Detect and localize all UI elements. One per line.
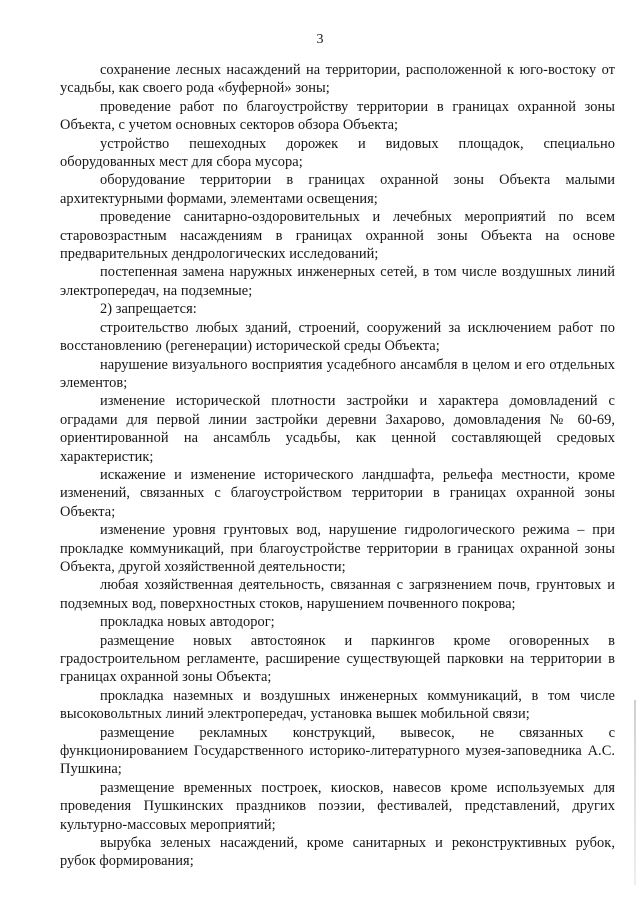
- paragraph: любая хозяйственная деятельность, связанная с загрязнением почв, грунтовых и подземных вод, поверхностных стоков, нарушением почвенного покрова;: [60, 577, 615, 612]
- paragraph: сохранение лесных насаждений на территории, расположенной к юго-востоку от усадьбы, как своего рода «буферной» зоны;: [60, 62, 615, 97]
- page-number: 3: [316, 32, 324, 47]
- scan-edge-mark: [634, 700, 636, 885]
- paragraph: изменение исторической плотности застройки и характера домовладений с оградами для первой линии застройки деревни Захарово, домовладения № 60-69, ориентированной на ансамбль усадьбы, как ценной составляющей средовых характеристик;: [60, 393, 615, 465]
- section-heading: 2) запрещается:: [100, 301, 197, 318]
- paragraph: строительство любых зданий, строений, сооружений за исключением работ по восстановлению (регенерации) исторической среды Объекта;: [60, 319, 615, 355]
- paragraph: проведение работ по благоустройству территории в границах охранной зоны Объекта, с учетом основных секторов обзора Объекта;: [60, 98, 615, 134]
- paragraph: искажение и изменение исторического ландшафта, рельефа местности, кроме изменений, связанных с благоустройством территории в границах охранной зоны Объекта;: [60, 466, 615, 520]
- paragraph: прокладка наземных и воздушных инженерных коммуникаций, в том числе высоковольтных линий электропередач, установка вышек мобильной связи;: [60, 687, 615, 723]
- paragraph: вырубка зеленых насаждений, кроме санитарных и реконструктивных рубок, рубок формирования;: [60, 835, 615, 870]
- paragraph: постепенная замена наружных инженерных сетей, в том числе воздушных линий электропередач, на подземные;: [60, 264, 615, 299]
- paragraph: размещение рекламных конструкций, вывесок, не связанных с функционированием Государственного историко-литературного музея-заповедника А.С. Пушкина;: [60, 724, 615, 778]
- paragraph: размещение новых автостоянок и паркингов кроме оговоренных в градостроительном регламенте, расширение существующей парковки на территории в границах охранной зоны Объекта;: [60, 632, 615, 686]
- paragraph: изменение уровня грунтовых вод, нарушение гидрологического режима – при прокладке коммуникаций, при благоустройстве территории в границах охранной зоны Объекта, другой хозяйственной деятельности;: [60, 522, 615, 575]
- paragraph: прокладка новых автодорог;: [100, 614, 275, 631]
- paragraph: устройство пешеходных дорожек и видовых площадок, специально оборудованных мест для сбора мусора;: [60, 135, 615, 171]
- paragraph: нарушение визуального восприятия усадебного ансамбля в целом и его отдельных элементов;: [60, 356, 615, 391]
- paragraph: проведение санитарно-оздоровительных и лечебных мероприятий по всем старовозрастным насаждениям в границах охранной зоны Объекта на основе предварительных дендрологических исследований;: [60, 209, 615, 263]
- paragraph: оборудование территории в границах охранной зоны Объекта малыми архитектурными формами, элементами освещения;: [60, 172, 615, 207]
- paragraph: размещение временных построек, киосков, навесов кроме используемых для проведения Пушкинских праздников поэзии, фестивалей, представлений, других культурно-массовых мероприятий;: [60, 779, 615, 833]
- document-body: [60, 61, 615, 871]
